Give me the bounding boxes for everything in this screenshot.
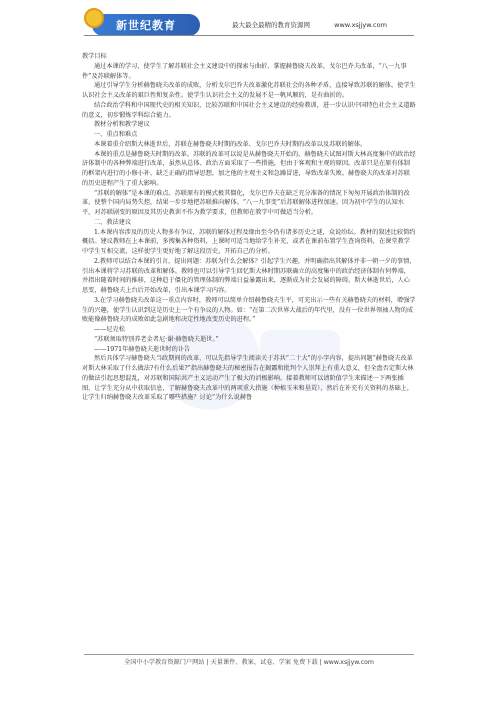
logo-ball-icon <box>84 8 104 28</box>
paragraph: “苏联的解体”是本课的难点。苏联原有的模式极其僵化，戈尔巴乔夫在缺乏充分准备的情况下匆匆开展政治体制的改革，使整个国内局势失控，结果一步步地把苏联推向解体。“八一九事变”后苏联解体进程加速。因为初中学生的认知水平，对苏联剧变的原因及其历史教训不作为教学要求，但教师在教学中可做适当分析。 <box>82 189 410 216</box>
section-heading: 教材分析和教学建议 <box>94 121 150 129</box>
paragraph: 通过本课的学习，使学生了解苏联社会主义建设中的探索与曲折，掌握赫鲁晓夫改革，戈尔巴乔夫改革，“八一九事件”及苏联解体等。 <box>82 62 407 80</box>
quote: “苏联须取特别养老金者尼·谢·赫鲁晓夫逝世。” <box>94 335 219 343</box>
page-header <box>0 0 496 46</box>
paragraph: 结合政治学科和中国现代史的相关知识，比较苏联和中国社会主义建设的经验教训，进一步认识中国特色社会主义道路的意义，初步锻炼学科综合能力。 <box>82 101 416 119</box>
paragraph: 3.在学习赫鲁晓夫改革这一重点内容时，教师可以简单介绍赫鲁晓夫生平，可充出示一些有关赫鲁晓夫的材料，增强学生的兴趣，使学生认识到这是历史上一个有争议的人物。如：“在第二次世界大战后的年代里，没有一位世界领袖人物的成败能像赫鲁晓夫的成败如此急剧地和决定性地改变历史的进程。” <box>82 296 416 324</box>
paragraph: 本课着重介绍斯大林逝世后，苏联在赫鲁晓夫时期的改革、戈尔巴乔夫时期的改革以及苏联的解体。 <box>94 140 367 148</box>
section-heading: 一、重点和难点 <box>94 131 138 138</box>
paragraph: 然后具体学习赫鲁晓夫当政期间的改革，可以先指导学生阅读关于苏共“二十大”的小字内容，提出问题“赫鲁晓夫改革对斯大林采取了什么做法?有什么后果?”指出赫鲁晓夫的秘密报告在揭露和批判个人崇拜上有重大意义，但全盘否定斯大林的做法引起思想混乱，对苏联和国际共产主义运动产生了极大的消极影响。接着教师可以请阶值学生来描述一下两张插图，让学生充分从中获取信息，了解赫鲁晓夫改革中的两项重大措施（种植玉米和垦荒），然后在补充有关资料的基础上，让学生归纳赫鲁晓夫改革采取了哪些措施？讨论“为什么说赫鲁 <box>82 355 414 402</box>
header-site-text: 最大最全最精的教育资源网 <box>232 21 310 29</box>
footer-divider <box>84 654 414 655</box>
quote-attribution: ——1971年赫鲁晓夫逝世时的讣告 <box>94 345 191 353</box>
footer-left: 全国中小学教育资源门户网站 <box>124 659 205 666</box>
paragraph: 1.本课内容涉及的历史人物多有争议，苏联的解体过程及缘由至今仍有诸多历史之谜，众说纷纭。教材的叙述比较简约概括。建议教师在上本课前，多搜集各种资料，上课时可适当地给学生补充，或者在课前布置学生查询资料，在课堂教学中学生互相交流，这样使学生更好地了解这段历史，开拓自己的分析。 <box>82 228 416 255</box>
section-heading: 二、教法建议 <box>94 218 132 226</box>
quote-attribution: ——尼克松 <box>94 326 125 333</box>
paragraph: 本课的重点是赫鲁晓夫时期的改革。苏联的改革可以说是从赫鲁晓夫开始的，赫鲁晓夫试图对斯大林高度集中的政治经济体制中的各种弊端进行改革，虽然从总体、政治方面采取了一些措施，但由于客观和主观的原因，改革只是在原有体制的框架内进行的小修小补，缺乏正确的指导思想，加之他的主观主义和急躁冒进，导致改革失败。赫鲁晓夫的改革对苏联的历史进程产生了重大影响。 <box>82 150 416 187</box>
logo-text: 新世纪教育 <box>116 19 176 32</box>
document-body <box>82 52 416 403</box>
site-logo[interactable] <box>92 14 200 36</box>
paragraph: 通过引导学生分析赫鲁晓夫改革的成败，分析戈尔巴乔夫改革激化苏联社会的各种矛盾，直接导致苏联的解体，使学生认识社会主义改革的艰巨性和复杂性。使学生认识社会主义的发展不是一帆风顺的，是有曲折的。 <box>82 82 416 99</box>
header-url[interactable]: www.xsjjyw.com <box>334 21 387 29</box>
page-footer: 全国中小学教育资源门户网站 | 天量课件、教案、试卷、学案 免费下载 | www.xsjjyw.com <box>124 659 374 666</box>
footer-url[interactable]: www.xsjjyw.com <box>323 659 374 666</box>
header-divider <box>84 35 414 36</box>
header-text <box>232 20 387 29</box>
paragraph: 2.教师可以结合本课的引言，提出问题：苏联为什么会解体？引起学生兴趣，并明确指出其解体并非一朝一夕的事情，引出本课将学习苏联的改革和解体。教师也可以引导学生回忆斯大林时期苏联确立的高度集中的政治经济体制有何弊端，并指出随着时间的推移，这种趋于僵化的管理体制的弊端日益暴露出来，逐渐成为社会发展的障碍。斯大林逝世后，人心思变，赫鲁晓夫上台后开始改革，引出本课学习内容。 <box>82 257 416 294</box>
section-heading: 教学目标 <box>82 53 107 60</box>
footer-middle: 天量课件、教案、试卷、学案 免费下载 <box>210 659 318 666</box>
